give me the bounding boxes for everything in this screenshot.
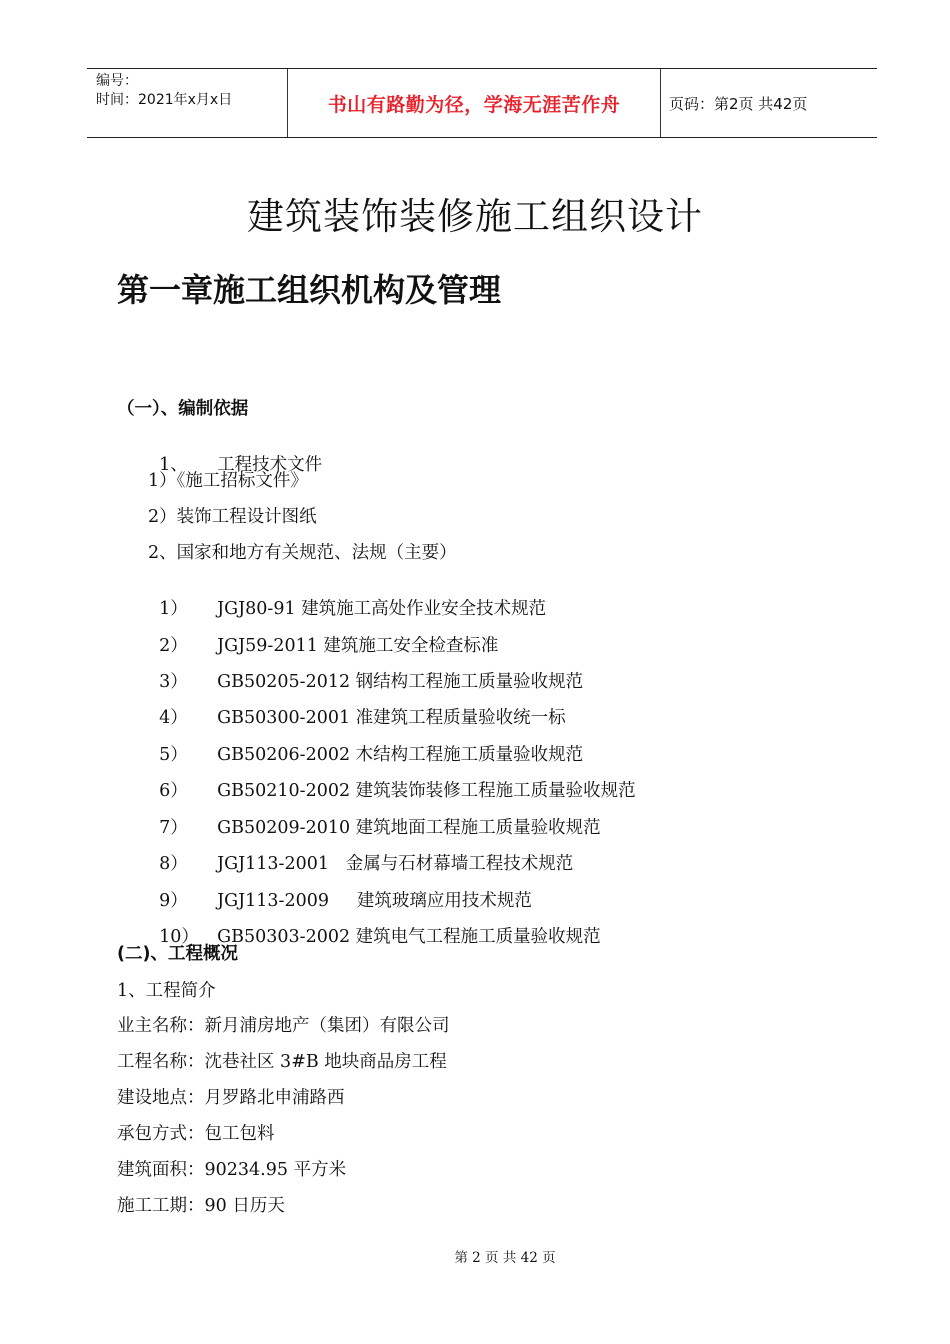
standard-number: 4） [159,708,188,728]
standard-text: JGJ113-2001 金属与石材幕墙工程技术规范 [217,854,574,874]
standard-text: GB50210-2002 建筑装饰装修工程施工质量验收规范 [217,781,636,801]
project-detail: 建设地点：月罗路北申浦路西 [117,1088,345,1108]
header-motto: 书山有路勤为径，学海无涯苦作舟 [327,93,621,116]
document-time: 时间：2021年x月x日 [96,92,233,108]
project-detail: 承包方式：包工包料 [117,1124,275,1144]
header-page-number: 页码：第2页 共42页 [669,94,808,113]
list-item: 1）《施工招标文件》 [148,471,308,491]
standard-number: 3） [159,672,188,692]
standard-text: JGJ80-91 建筑施工高处作业安全技术规范 [217,599,547,619]
standard-number: 7） [159,818,188,838]
standard-text: JGJ59-2011 建筑施工安全检查标准 [217,636,499,656]
list-item-number: 1、 [159,455,188,475]
standard-number: 2） [159,636,188,656]
project-detail: 施工工期：90 日历天 [117,1196,285,1216]
header-page-cell [661,69,885,137]
standard-number: 5） [159,745,188,765]
list-item-text: 工程技术文件 [217,455,323,475]
standard-number: 10） [159,927,199,947]
standard-text: JGJ113-2009 建筑玻璃应用技术规范 [217,891,532,911]
chapter-heading: 第一章施工组织机构及管理 [117,271,502,309]
standard-text: GB50300-2001 准建筑工程质量验收统一标 [217,708,566,728]
standard-text: GB50205-2012 钢结构工程施工质量验收规范 [217,672,584,692]
section-heading-basis: （一）、编制依据 [117,399,249,419]
project-detail: 工程名称：沈巷社区 3#B 地块商品房工程 [117,1052,447,1072]
standard-text: GB50209-2010 建筑地面工程施工质量验收规范 [217,818,601,838]
standard-number: 8） [159,854,188,874]
subsection-heading: 1、工程简介 [117,981,216,1001]
page-header [87,68,877,138]
standard-text: GB50206-2002 木结构工程施工质量验收规范 [217,745,584,765]
standard-number: 6） [159,781,188,801]
standard-number: 1） [159,599,188,619]
project-detail: 业主名称：新月浦房地产（集团）有限公司 [117,1016,450,1036]
list-item: 2）装饰工程设计图纸 [148,507,317,527]
section-heading-overview: (二)、工程概况 [117,944,238,964]
list-item: 2、国家和地方有关规范、法规（主要） [148,543,457,563]
standard-number: 9） [159,891,188,911]
page-footer: 第 2 页 共 42 页 [454,1250,556,1266]
document-title: 建筑装饰装修施工组织设计 [247,195,703,238]
header-motto-cell [287,69,661,137]
serial-number: 编号： [96,73,138,89]
header-meta [87,69,296,140]
standard-text: GB50303-2002 建筑电气工程施工质量验收规范 [217,927,601,947]
project-detail: 建筑面积：90234.95 平方米 [117,1160,347,1180]
